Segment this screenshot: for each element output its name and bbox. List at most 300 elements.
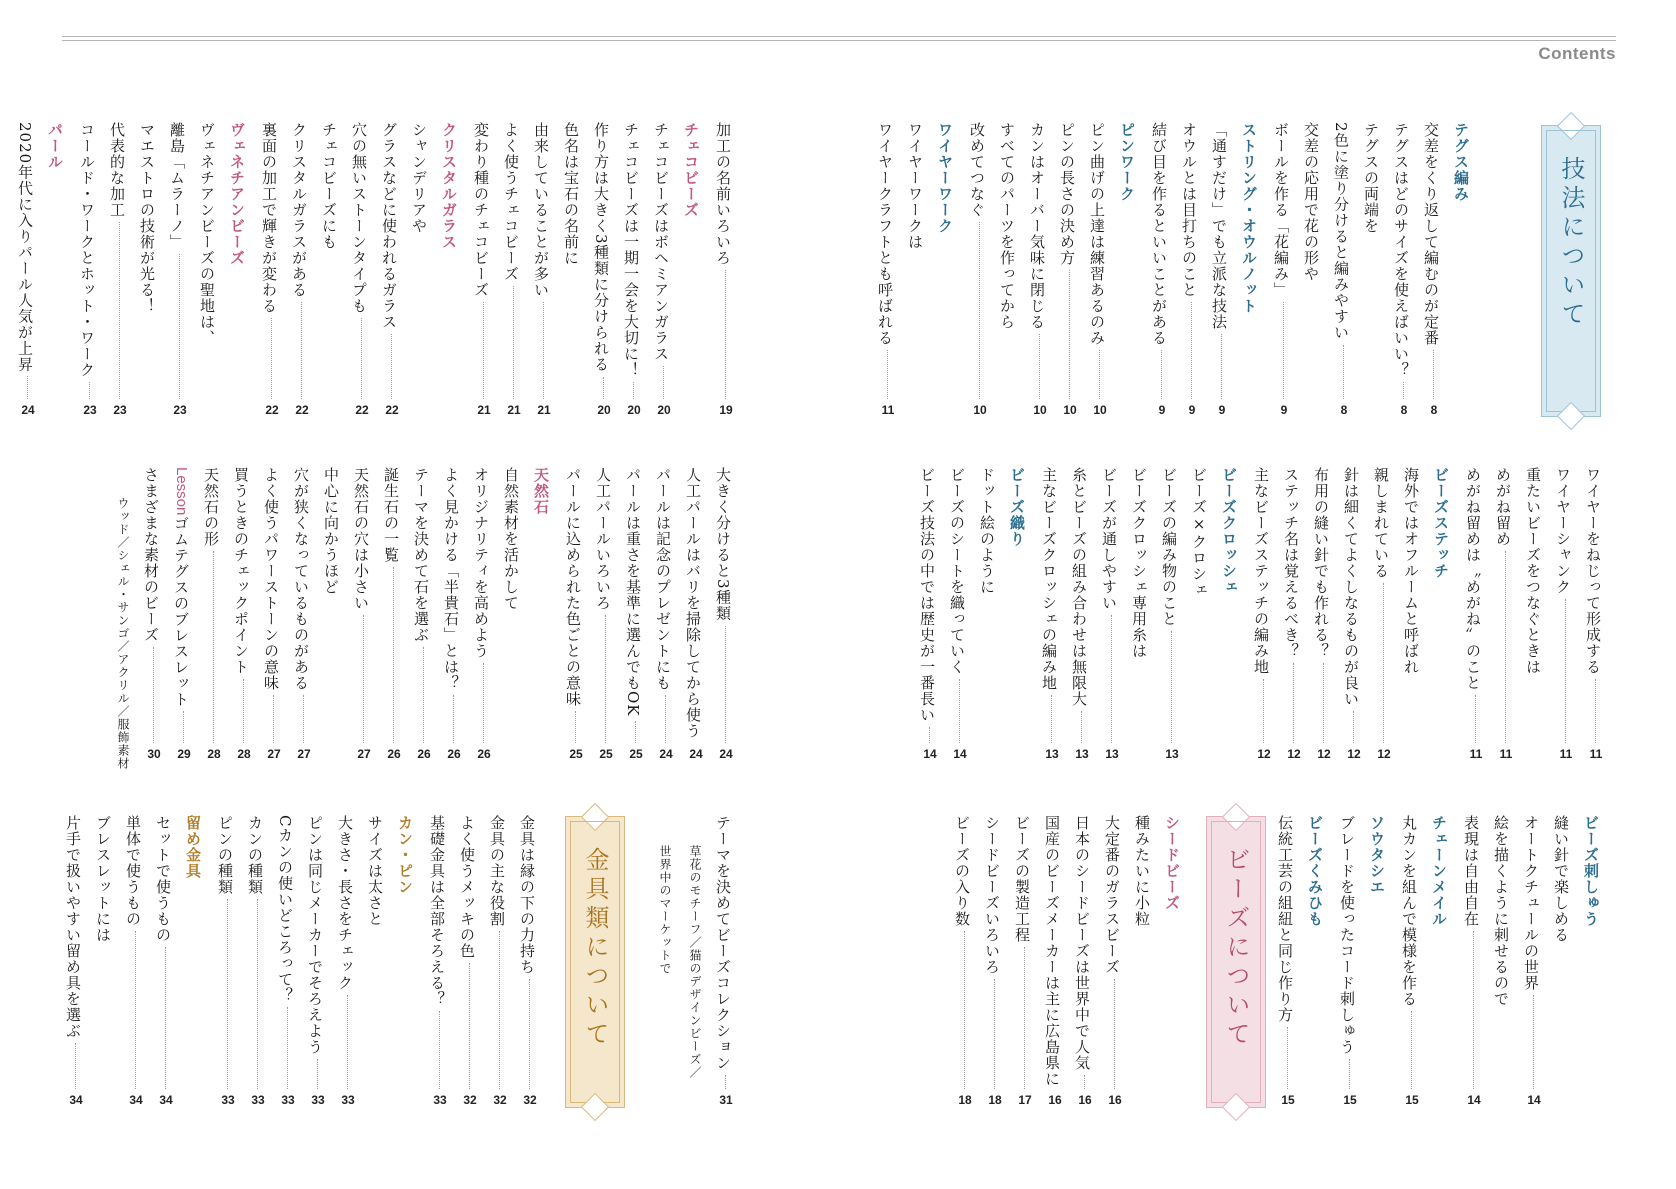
toc-entry <box>950 815 980 1113</box>
page-number: 14 <box>1527 1093 1541 1107</box>
page-number: 16 <box>1108 1093 1122 1107</box>
toc-entry <box>243 815 273 1113</box>
toc-entry-text: ワイヤークラフトとも呼ばれる <box>876 122 894 346</box>
page-number: 14 <box>1467 1093 1481 1107</box>
page-number: 10 <box>1033 403 1047 417</box>
toc-entry <box>915 467 945 767</box>
toc-entry-text: 自然素材を活かして <box>502 467 520 611</box>
toc-entry-text: ビーズの編み物のこと <box>1160 467 1178 627</box>
toc-entry <box>347 122 377 423</box>
leader-dots <box>453 695 454 743</box>
leader-dots <box>89 382 90 399</box>
toc-entry-text: オートクチュールの世界 <box>1522 815 1540 991</box>
page-number: 8 <box>1340 403 1348 417</box>
page-number: 24 <box>719 747 733 761</box>
leader-dots <box>1171 631 1172 743</box>
toc-heading <box>1429 467 1461 767</box>
leader-dots <box>543 302 544 399</box>
page-number: 32 <box>493 1093 507 1107</box>
page-number: 26 <box>417 747 431 761</box>
toc-entry <box>469 122 499 423</box>
leader-dots <box>1099 350 1100 399</box>
toc-heading <box>1115 122 1147 423</box>
toc-entry <box>1207 122 1237 423</box>
page-number: 10 <box>1093 403 1107 417</box>
page-number: 23 <box>173 403 187 417</box>
toc-entry <box>1037 467 1067 767</box>
toc-entry-text: テグスはどのサイズを使えばいい？ <box>1392 122 1410 378</box>
page-number: 11 <box>1589 747 1603 761</box>
toc-entry-text: 片手で扱いやすい留め具を選ぶ <box>64 815 82 1039</box>
toc-heading-text: クリスタルガラス <box>440 122 458 250</box>
toc-entry <box>589 122 619 423</box>
toc-entry-text: よく使うチェコビーズ <box>502 122 520 282</box>
leader-dots <box>1024 947 1025 1089</box>
toc-entry <box>379 467 409 767</box>
leader-dots <box>1287 1027 1288 1089</box>
leader-dots <box>725 1075 726 1089</box>
leader-dots <box>317 1059 318 1089</box>
toc-heading-text: 天然石 <box>532 467 550 515</box>
toc-entry <box>303 815 333 1113</box>
toc-entry-text: よく使うメッキの色 <box>458 815 476 959</box>
toc-block-pearl <box>109 467 741 770</box>
contents-label: Contents <box>1538 44 1616 63</box>
toc-entry-text: 大きさ・長さをチェック <box>336 815 354 991</box>
toc-block-embroidery <box>1273 815 1611 1113</box>
leader-dots <box>994 979 995 1089</box>
toc-entry <box>1187 467 1217 767</box>
page-number: 33 <box>221 1093 235 1107</box>
leader-dots <box>1353 711 1354 743</box>
toc-entry-text: ステッチ名は覚えるべき？ <box>1282 467 1300 659</box>
toc-entry-text: 種みたいに小粒 <box>1133 815 1151 927</box>
toc-entry <box>1519 815 1549 1113</box>
page-number: 20 <box>657 403 671 417</box>
toc-entry <box>681 467 711 767</box>
toc-entry <box>425 815 455 1113</box>
leader-dots <box>725 270 726 399</box>
leader-dots <box>1039 334 1040 399</box>
leader-dots <box>725 626 726 743</box>
toc-heading-text: 留め金具 <box>184 815 202 879</box>
toc-entry <box>169 467 199 767</box>
toc-entry-text: 糸とビーズの組み合わせは無限大 <box>1070 467 1088 707</box>
toc-entry-text: ピン曲げの上達は練習あるのみ <box>1088 122 1106 346</box>
leader-dots <box>665 695 666 743</box>
toc-entry <box>945 467 975 767</box>
page-number: 21 <box>537 403 551 417</box>
toc-heading-text: ワイヤーワーク <box>936 122 954 234</box>
toc-entry-text: Cカンの使いどころって？ <box>276 815 294 1004</box>
toc-entry <box>1067 467 1097 767</box>
page-number: 11 <box>1499 747 1513 761</box>
toc-entry-text: 大定番のガラスビーズ <box>1103 815 1121 975</box>
page-number: 24 <box>689 747 703 761</box>
toc-entry <box>1419 122 1449 423</box>
toc-entry <box>1329 122 1359 423</box>
toc-entry-text: ブレードを使ったコード刺しゅう <box>1338 815 1356 1055</box>
toc-entry-text: 絵を描くように刺せるので <box>1492 815 1510 1007</box>
toc-entry <box>903 122 933 423</box>
toc-entry <box>317 122 347 423</box>
toc-entry <box>1097 467 1127 767</box>
page-number: 15 <box>1405 1093 1419 1107</box>
toc-entry-text: 誕生石の一覧 <box>382 467 400 563</box>
page-number: 22 <box>355 403 369 417</box>
page-number: 9 <box>1158 403 1166 417</box>
toc-entry-text: ビーズ×クロシェ <box>1190 467 1208 598</box>
toc-entry <box>1339 467 1369 767</box>
toc-entry <box>377 122 407 423</box>
page-number: 12 <box>1257 747 1271 761</box>
page-number: 34 <box>159 1093 173 1107</box>
leader-dots <box>391 334 392 399</box>
toc-entry <box>651 467 681 767</box>
leader-dots <box>1283 302 1284 399</box>
leader-dots <box>273 695 274 743</box>
toc-entry <box>195 122 225 423</box>
toc-entry-text: 金具の主な役割 <box>488 815 506 927</box>
lesson-label: Lesson <box>173 467 190 516</box>
toc-entry-text: 天然石の穴は小さい <box>352 467 370 611</box>
leader-dots <box>964 931 965 1089</box>
toc-entry-text: ワイヤーをねじって形成する <box>1584 467 1602 675</box>
page-number: 10 <box>973 403 987 417</box>
leader-dots <box>513 286 514 399</box>
section-title-kanagu: 金具類について <box>581 847 609 1050</box>
page-number: 33 <box>281 1093 295 1107</box>
toc-heading <box>1427 815 1459 1113</box>
page-number: 12 <box>1287 747 1301 761</box>
page-number: 33 <box>433 1093 447 1107</box>
toc-entry <box>105 122 135 423</box>
page-number: 18 <box>958 1093 972 1107</box>
toc-entry <box>1269 122 1299 423</box>
leader-dots <box>243 679 244 743</box>
toc-entry-text: さまざまな素材のビーズ <box>142 467 160 643</box>
leader-dots <box>179 254 180 399</box>
toc-entry-text: 中心に向かうほど <box>322 467 340 595</box>
toc-entry-text: テグスの両端を <box>1362 122 1380 234</box>
leader-dots <box>213 551 214 743</box>
toc-entry-text: チェコビーズは一期一会を大切に！ <box>622 122 640 378</box>
leader-dots <box>439 1011 440 1089</box>
toc-entry <box>1461 467 1491 767</box>
toc-heading <box>1579 815 1611 1113</box>
toc-entry-text: グラスなどに使われるガラス <box>380 122 398 330</box>
page-number: 32 <box>463 1093 477 1107</box>
leader-dots <box>1349 1059 1350 1089</box>
leader-dots <box>287 1007 288 1089</box>
section-title-gihou: 技法について <box>1557 156 1585 330</box>
toc-entry-text: 布用の縫い針でも作れる？ <box>1312 467 1330 659</box>
leader-dots <box>1473 931 1474 1089</box>
section-box-beads <box>1206 816 1266 1108</box>
toc-entry-text: 結び目を作るといいことがある <box>1150 122 1168 346</box>
toc-entry <box>980 815 1010 1113</box>
leader-dots <box>423 647 424 743</box>
toc-entry <box>1299 122 1329 423</box>
toc-entry <box>61 815 91 1113</box>
toc-entry <box>1459 815 1489 1113</box>
leader-dots <box>887 350 888 399</box>
toc-heading <box>437 122 469 423</box>
toc-entry <box>199 467 229 767</box>
toc-entry-text: 国産のビーズメーカーは主に広島県に <box>1043 815 1061 1087</box>
toc-entry-text: シードビーズいろいろ <box>983 815 1001 975</box>
toc-entry <box>363 815 393 1113</box>
toc-entry-text: 離島「ムラーノ」 <box>168 122 186 250</box>
leader-dots <box>27 376 28 399</box>
toc-entry <box>649 122 679 423</box>
toc-entry <box>1130 815 1160 1113</box>
toc-entry-text: ビーズの入り数 <box>953 815 971 927</box>
toc-entry <box>499 122 529 423</box>
toc-entry-text: パールに込められた色ごとの意味 <box>564 467 582 707</box>
toc-entry <box>1549 815 1579 1113</box>
leader-dots <box>135 931 136 1089</box>
leader-dots <box>153 647 154 743</box>
toc-entry-text: めがね留め <box>1494 467 1512 547</box>
leader-dots <box>1081 711 1082 743</box>
page-number: 20 <box>627 403 641 417</box>
toc-entry-text: 基礎金具は全部そろえる？ <box>428 815 446 1007</box>
toc-heading-text: ビーズステッチ <box>1432 467 1450 579</box>
page-number: 25 <box>629 747 643 761</box>
toc-entry <box>333 815 363 1113</box>
leader-dots <box>603 377 604 399</box>
leader-dots <box>183 711 184 743</box>
page-number: 23 <box>83 403 97 417</box>
page-number: 27 <box>357 747 371 761</box>
leader-dots <box>1595 679 1596 743</box>
page-number: 12 <box>1317 747 1331 761</box>
page-number: 8 <box>1430 403 1438 417</box>
toc-entry <box>711 467 741 767</box>
page-number: 22 <box>265 403 279 417</box>
toc-entry <box>559 122 589 423</box>
toc-entry <box>1359 122 1389 423</box>
toc-entry-text: 表現は自由自在 <box>1462 815 1480 927</box>
toc-heading-text: ビーズクロッシェ <box>1220 467 1238 595</box>
leader-dots <box>1323 663 1324 743</box>
leader-dots <box>165 947 166 1089</box>
page-number: 27 <box>267 747 281 761</box>
toc-entry-text: ピンは同じメーカーでそろえよう <box>306 815 324 1055</box>
toc-entry <box>1551 467 1581 767</box>
page-number: 33 <box>341 1093 355 1107</box>
leader-dots <box>1111 615 1112 743</box>
toc-entry-text: 作り方は大きく3種類に分けられる <box>592 122 610 373</box>
toc-entry-text: 変わり種のチェコビーズ <box>472 122 490 298</box>
toc-entry-text: 由来していることが多い <box>532 122 550 298</box>
toc-heading <box>1217 467 1249 767</box>
toc-entry-text: 加工の名前いろいろ <box>714 122 732 266</box>
toc-entry <box>75 122 105 423</box>
toc-entry <box>1070 815 1100 1113</box>
page-number: 18 <box>988 1093 1002 1107</box>
toc-entry-text: カンはオーバー気味に閉じる <box>1028 122 1046 330</box>
page-number: 24 <box>659 747 673 761</box>
page-number: 26 <box>477 747 491 761</box>
toc-entry-text: サイズは太さと <box>366 815 384 927</box>
toc-entry <box>1521 467 1551 767</box>
page-number: 26 <box>447 747 461 761</box>
page-number: 34 <box>129 1093 143 1107</box>
toc-entry <box>257 122 287 423</box>
toc-entry-text: 針は細くてよくしなるものが良い <box>1342 467 1360 707</box>
toc-subnote <box>651 815 681 1113</box>
page-number: 13 <box>1165 747 1179 761</box>
toc-entry-text: ドット絵のように <box>978 467 996 595</box>
toc-entry-text: 裏面の加工で輝きが変わる <box>260 122 278 314</box>
page-number: 30 <box>147 747 161 761</box>
page-number: 32 <box>523 1093 537 1107</box>
toc-entry <box>1309 467 1339 767</box>
toc-heading-text: ビーズくみひも <box>1306 815 1324 927</box>
leader-dots <box>499 931 500 1089</box>
page-number: 21 <box>477 403 491 417</box>
toc-entry-text: ヴェネチアンビーズの聖地は、 <box>198 122 216 346</box>
toc-heading <box>181 815 213 1113</box>
leader-dots <box>1505 551 1506 743</box>
toc-entry-text: 「通すだけ」でも立派な技法 <box>1210 122 1228 330</box>
leader-dots <box>257 899 258 1089</box>
toc-entry-text: ビーズのシートを織っていく <box>948 467 966 675</box>
leader-dots <box>361 318 362 399</box>
leader-dots <box>1114 979 1115 1089</box>
toc-entry <box>1581 467 1611 767</box>
toc-entry <box>1249 467 1279 767</box>
toc-entry <box>965 122 995 423</box>
toc-heading-text: チェーンメイル <box>1430 815 1448 927</box>
page-number: 33 <box>311 1093 325 1107</box>
leader-dots <box>929 727 930 743</box>
toc-entry <box>287 122 317 423</box>
toc-entry <box>975 467 1005 767</box>
toc-entry <box>91 815 121 1113</box>
page-number: 9 <box>1188 403 1196 417</box>
page-number: 16 <box>1078 1093 1092 1107</box>
page-number: 25 <box>599 747 613 761</box>
toc-entry-text: 海外ではオフルームと呼ばれ <box>1402 467 1420 675</box>
toc-subnote <box>109 467 139 770</box>
leader-dots <box>1293 663 1294 743</box>
page-number: 25 <box>569 747 583 761</box>
toc-entry-text: すべてのパーツを作ってから <box>998 122 1016 330</box>
toc-entry <box>13 122 43 423</box>
toc-entry <box>1100 815 1130 1113</box>
toc-entry-text: 縫い針で楽しめる <box>1552 815 1570 943</box>
page-number: 28 <box>207 747 221 761</box>
toc-entry-text: 交差をくり返して編むのが定番 <box>1422 122 1440 346</box>
toc-entry-text: ビーズクロッシェ専用糸は <box>1130 467 1148 659</box>
toc-entry <box>289 467 319 767</box>
leader-dots <box>393 567 394 743</box>
toc-entry-text: よく見かける「半貴石」とは？ <box>442 467 460 691</box>
toc-entry <box>1489 815 1519 1113</box>
toc-heading <box>43 122 75 423</box>
leader-dots <box>227 899 228 1089</box>
leader-dots <box>303 695 304 743</box>
toc-entry-text: 伝統工芸の組紐と同じ作り方 <box>1276 815 1294 1023</box>
toc-entry <box>499 467 529 767</box>
toc-entry-text: クリスタルガラスがある <box>290 122 308 298</box>
toc-heading-text: カン・ピン <box>396 815 414 895</box>
leader-dots <box>1221 334 1222 399</box>
leader-dots <box>633 382 634 399</box>
leader-dots <box>529 979 530 1089</box>
page-number: 22 <box>295 403 309 417</box>
section-box-gihou <box>1541 125 1601 417</box>
toc-entry <box>485 815 515 1113</box>
toc-entry-text: パールは重さを基準に選んでもOK <box>624 467 642 717</box>
toc-heading <box>679 122 711 423</box>
toc-entry-text: 買うときのチェックポイント <box>232 467 250 675</box>
page-number: 14 <box>923 747 937 761</box>
leader-dots <box>979 222 980 399</box>
toc-entry <box>229 467 259 767</box>
toc-entry-text: マエストロの技術が光る！ <box>138 122 156 314</box>
toc-heading <box>529 467 561 767</box>
toc-entry-text: パールは記念のプレゼントにも <box>654 467 672 691</box>
leader-dots <box>1533 995 1534 1089</box>
toc-entry <box>621 467 651 767</box>
toc-heading <box>1303 815 1335 1113</box>
leader-dots <box>1411 1011 1412 1089</box>
toc-entry <box>407 122 437 423</box>
leader-dots <box>1191 302 1192 399</box>
toc-entry-text: 天然石の形 <box>202 467 220 547</box>
toc-entry-text: 交差の応用で花の形や <box>1302 122 1320 282</box>
toc-entry-text: ゴムテグスのブレスレット <box>172 515 190 708</box>
toc-block-seed-beads <box>950 815 1192 1113</box>
toc-entry <box>711 122 741 423</box>
toc-entry <box>1273 815 1303 1113</box>
page-number: 9 <box>1280 403 1288 417</box>
toc-entry <box>1025 122 1055 423</box>
toc-heading-text: チェコビーズ <box>682 122 700 218</box>
toc-entry-text: めがね留めは〝めがね〟のこと <box>1464 467 1482 691</box>
page-number: 26 <box>387 747 401 761</box>
toc-entry <box>1040 815 1070 1113</box>
toc-entry <box>619 122 649 423</box>
toc-entry <box>1157 467 1187 767</box>
leader-dots <box>1051 695 1052 743</box>
leader-dots <box>1565 599 1566 743</box>
leader-dots <box>1161 350 1162 399</box>
toc-entry-text: ワイヤーシャンク <box>1554 467 1572 595</box>
toc-entry <box>259 467 289 767</box>
page-number: 13 <box>1105 747 1119 761</box>
toc-heading <box>393 815 425 1113</box>
toc-entry <box>1335 815 1365 1113</box>
toc-entry <box>469 467 499 767</box>
toc-entry-text: 単体で使うもの <box>124 815 142 927</box>
page-number: 11 <box>881 403 895 417</box>
toc-entry-text: 穴が狭くなっているものがある <box>292 467 310 691</box>
toc-heading <box>1005 467 1037 767</box>
toc-entry-text: 人工パールいろいろ <box>594 467 612 611</box>
leader-dots <box>1433 350 1434 399</box>
toc-entry-text: 主なビーズステッチの編み地 <box>1252 467 1270 675</box>
toc-entry-text: ビーズが通しやすい <box>1100 467 1118 611</box>
toc-entry <box>1491 467 1521 767</box>
toc-entry-text: 丸カンを組んで模様を作る <box>1400 815 1418 1007</box>
toc-entry <box>121 815 151 1113</box>
toc-entry <box>1147 122 1177 423</box>
